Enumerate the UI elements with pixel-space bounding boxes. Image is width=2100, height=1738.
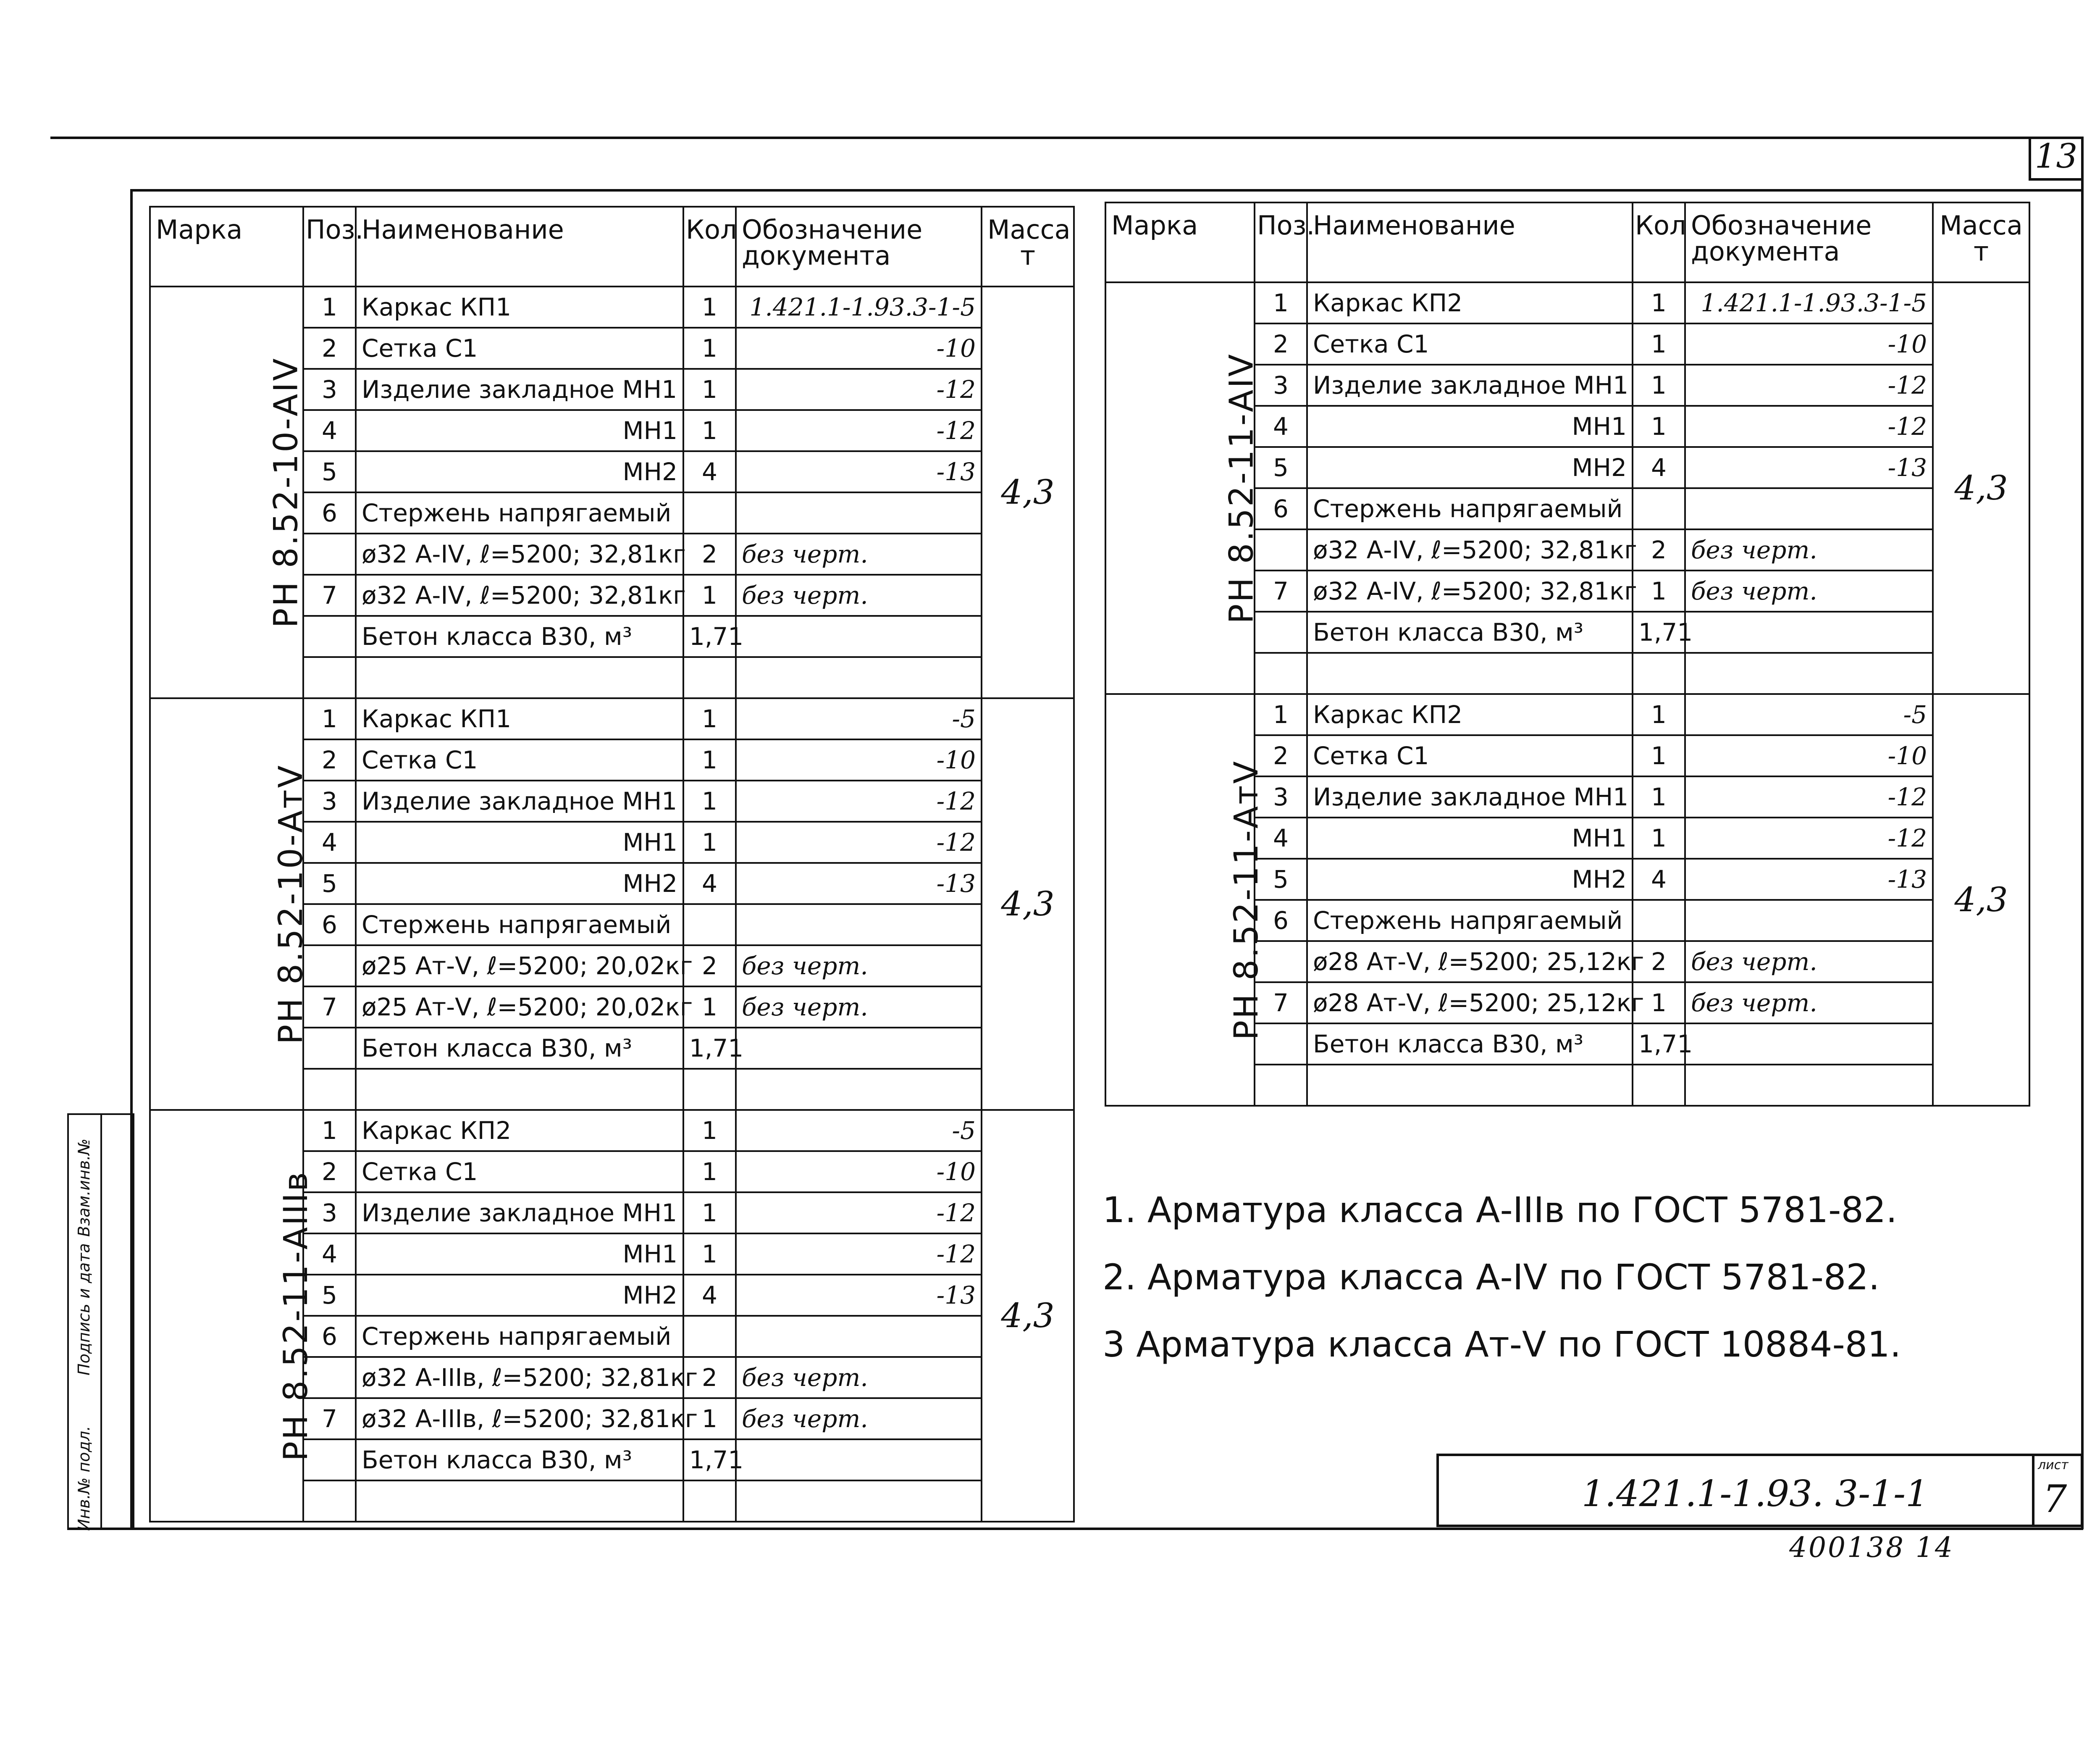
mark-cell	[150, 698, 310, 1110]
document-cell: -12	[736, 822, 982, 863]
quantity-cell	[1633, 653, 1685, 694]
quantity-cell: 2	[683, 945, 736, 986]
document-cell	[1685, 612, 1933, 653]
header-kol: Кол	[683, 207, 736, 287]
position-cell: 5	[303, 1275, 356, 1316]
document-cell	[1685, 653, 1933, 694]
mark-cell	[150, 1110, 315, 1522]
document-cell: без черт.	[736, 534, 982, 575]
mass-cell: 4,3	[982, 698, 1074, 1110]
header-mass: Масса т	[982, 207, 1074, 287]
name-cell: МН2	[356, 451, 683, 492]
top-border-line	[50, 137, 2083, 139]
left-spec-table	[149, 206, 1075, 1522]
header-name: Наименование	[356, 207, 683, 287]
mark-label: РН 8.52-11-АIIIв	[277, 1170, 315, 1462]
document-cell: -12	[1685, 365, 1933, 406]
position-cell: 1	[1255, 282, 1307, 323]
name-cell: Бетон класса В30, м³	[356, 616, 683, 657]
note-1: 1. Арматура класса А-IIIв по ГОСТ 5781-82.	[1102, 1189, 1898, 1231]
quantity-cell	[1633, 1065, 1685, 1106]
quantity-cell	[683, 657, 736, 698]
document-cell: -10	[1685, 735, 1933, 776]
document-cell	[736, 657, 982, 698]
name-cell: Сетка С1	[1307, 323, 1633, 365]
mark-label: РН 8.52-11-АтV	[1227, 760, 1265, 1040]
quantity-cell: 1	[683, 1233, 736, 1275]
name-cell: ø32 А-IV, ℓ=5200; 32,81кг	[356, 534, 683, 575]
frame-top-line	[130, 189, 2083, 192]
name-cell: Каркас КП2	[1307, 694, 1633, 735]
document-cell: без черт.	[1685, 941, 1933, 982]
sheet-number: 7	[2043, 1477, 2067, 1521]
header-doc: Обозначение документа	[736, 207, 982, 287]
quantity-cell: 1,71	[1633, 1023, 1685, 1065]
position-cell: 5	[303, 863, 356, 904]
title-block	[1436, 1454, 2083, 1527]
name-cell: МН2	[1307, 859, 1633, 900]
name-cell: Стержень напрягаемый	[356, 1316, 683, 1357]
document-cell: без черт.	[736, 945, 982, 986]
document-code: 1.421.1-1.93. 3-1-1	[1582, 1473, 1929, 1515]
name-cell: ø32 А-IV, ℓ=5200; 32,81кг	[1307, 571, 1633, 612]
document-cell	[736, 1480, 982, 1522]
document-cell: -13	[736, 1275, 982, 1316]
mark-cell	[150, 287, 303, 698]
quantity-cell: 1	[1633, 406, 1685, 447]
document-cell: -12	[1685, 818, 1933, 859]
position-cell	[303, 945, 356, 986]
position-cell	[303, 534, 356, 575]
quantity-cell: 4	[683, 451, 736, 492]
name-cell: МН2	[356, 863, 683, 904]
name-cell: МН2	[1307, 447, 1633, 488]
header-marka: Марка	[150, 207, 303, 287]
document-cell: без черт.	[1685, 571, 1933, 612]
name-cell: Стержень напрягаемый	[356, 492, 683, 534]
name-cell	[356, 657, 683, 698]
quantity-cell: 1	[683, 369, 736, 410]
name-cell: ø32 А-IIIв, ℓ=5200; 32,81кг	[356, 1357, 683, 1398]
quantity-cell	[1633, 900, 1685, 941]
name-cell: МН1	[356, 1233, 683, 1275]
table-row	[150, 287, 1074, 328]
name-cell: ø28 Ат-V, ℓ=5200; 25,12кг	[1307, 982, 1633, 1023]
name-cell: Изделие закладное МН1	[356, 369, 683, 410]
quantity-cell: 1,71	[683, 616, 736, 657]
quantity-cell: 1	[1633, 282, 1685, 323]
header-kol: Кол	[1633, 202, 1685, 282]
position-cell: 4	[1255, 406, 1307, 447]
quantity-cell: 1	[683, 575, 736, 616]
header-pos: Поз.	[1255, 202, 1307, 282]
document-cell	[1685, 1023, 1933, 1065]
name-cell: ø25 Ат-V, ℓ=5200; 20,02кг	[356, 986, 683, 1028]
quantity-cell: 1	[683, 739, 736, 781]
right-header-row	[1105, 202, 2029, 282]
document-cell: -10	[736, 328, 982, 369]
sheet-cell	[2032, 1456, 2081, 1525]
quantity-cell: 1	[683, 822, 736, 863]
document-cell: без черт.	[736, 1398, 982, 1439]
quantity-cell: 1,71	[1633, 612, 1685, 653]
position-cell: 4	[303, 1233, 356, 1275]
name-cell: Стержень напрягаемый	[356, 904, 683, 945]
mark-cell	[1105, 282, 1261, 694]
archive-code: 400138 14	[1789, 1531, 1954, 1564]
quantity-cell: 1	[683, 1192, 736, 1233]
stamp-replace-inv: Взам.инв.№	[75, 1139, 93, 1237]
document-cell: -12	[736, 410, 982, 451]
document-cell: -12	[736, 1192, 982, 1233]
document-cell: -13	[736, 863, 982, 904]
header-pos: Поз.	[303, 207, 356, 287]
note-3: 3 Арматура класса Ат-V по ГОСТ 10884-81.	[1102, 1324, 1901, 1365]
document-cell: -5	[1685, 694, 1933, 735]
position-cell: 5	[303, 451, 356, 492]
quantity-cell: 1	[683, 986, 736, 1028]
page-number: 13	[2029, 137, 2081, 181]
mark-label: РН 8.52-11-АIV	[1223, 352, 1261, 624]
position-cell: 7	[1255, 982, 1307, 1023]
quantity-cell: 1	[683, 410, 736, 451]
name-cell: Изделие закладное МН1	[356, 781, 683, 822]
left-header-row	[150, 207, 1074, 287]
name-cell: Изделие закладное МН1	[1307, 776, 1633, 818]
name-cell: МН1	[1307, 818, 1633, 859]
position-cell	[303, 657, 356, 698]
quantity-cell: 1	[683, 328, 736, 369]
quantity-cell: 1,71	[683, 1439, 736, 1480]
position-cell: 5	[1255, 447, 1307, 488]
document-cell: -12	[736, 369, 982, 410]
position-cell: 5	[1255, 859, 1307, 900]
position-cell	[303, 1028, 356, 1069]
quantity-cell: 1	[683, 698, 736, 739]
header-marka: Марка	[1105, 202, 1255, 282]
table-row	[150, 1110, 1074, 1151]
position-cell: 6	[303, 1316, 356, 1357]
name-cell: Бетон класса В30, м³	[356, 1439, 683, 1480]
quantity-cell: 4	[1633, 859, 1685, 900]
mass-cell: 4,3	[982, 1110, 1074, 1522]
position-cell: 7	[303, 1398, 356, 1439]
position-cell: 3	[303, 1192, 356, 1233]
document-cell	[736, 1028, 982, 1069]
position-cell: 1	[1255, 694, 1307, 735]
name-cell: МН1	[356, 410, 683, 451]
quantity-cell: 4	[683, 1275, 736, 1316]
name-cell: Сетка С1	[356, 1151, 683, 1192]
name-cell: Изделие закладное МН1	[1307, 365, 1633, 406]
position-cell: 7	[1255, 571, 1307, 612]
mass-cell: 4,3	[982, 287, 1074, 698]
header-name: Наименование	[1307, 202, 1633, 282]
mark-cell	[1105, 694, 1265, 1106]
name-cell: Каркас КП1	[356, 698, 683, 739]
table-row	[1105, 694, 2029, 735]
name-cell	[356, 1480, 683, 1522]
position-cell: 7	[303, 986, 356, 1028]
quantity-cell	[683, 1069, 736, 1110]
document-cell: без черт.	[736, 986, 982, 1028]
position-cell	[303, 1069, 356, 1110]
document-cell: без черт.	[736, 575, 982, 616]
position-cell: 2	[303, 1151, 356, 1192]
quantity-cell: 2	[1633, 941, 1685, 982]
stamp-inv-number: Инв.№ подл.	[75, 1425, 93, 1531]
header-doc: Обозначение документа	[1685, 202, 1933, 282]
stamp-signature-date: Подпись и дата	[75, 1243, 93, 1375]
quantity-cell	[683, 904, 736, 945]
document-cell: -5	[736, 698, 982, 739]
name-cell	[356, 1069, 683, 1110]
position-cell: 2	[303, 328, 356, 369]
position-cell: 6	[1255, 900, 1307, 941]
document-cell: без черт.	[1685, 529, 1933, 571]
name-cell: Изделие закладное МН1	[356, 1192, 683, 1233]
name-cell: Каркас КП1	[356, 287, 683, 328]
quantity-cell	[683, 1316, 736, 1357]
position-cell: 6	[1255, 488, 1307, 529]
position-cell: 1	[303, 698, 356, 739]
document-cell: -12	[736, 1233, 982, 1275]
position-cell: 6	[303, 904, 356, 945]
document-cell: -13	[1685, 859, 1933, 900]
document-cell	[736, 1069, 982, 1110]
name-cell	[1307, 653, 1633, 694]
name-cell: Каркас КП2	[1307, 282, 1633, 323]
mass-cell: 4,3	[1933, 282, 2029, 694]
name-cell: Сетка С1	[356, 328, 683, 369]
position-cell: 3	[1255, 776, 1307, 818]
quantity-cell: 1	[1633, 818, 1685, 859]
document-cell: -12	[736, 781, 982, 822]
position-cell: 2	[1255, 323, 1307, 365]
quantity-cell: 1	[1633, 776, 1685, 818]
mark-label: РН 8.52-10-АтV	[272, 764, 310, 1044]
quantity-cell: 4	[1633, 447, 1685, 488]
position-cell: 6	[303, 492, 356, 534]
name-cell: Стержень напрягаемый	[1307, 488, 1633, 529]
document-cell	[736, 492, 982, 534]
position-cell: 4	[1255, 818, 1307, 859]
position-cell	[1255, 653, 1307, 694]
document-cell	[736, 616, 982, 657]
right-spec-table	[1105, 202, 2030, 1107]
position-cell	[1255, 529, 1307, 571]
header-mass: Масса т	[1933, 202, 2029, 282]
name-cell: ø32 А-IV, ℓ=5200; 32,81кг	[1307, 529, 1633, 571]
quantity-cell: 2	[683, 534, 736, 575]
document-cell	[1685, 900, 1933, 941]
quantity-cell: 1	[1633, 323, 1685, 365]
notes-block	[1102, 1176, 1901, 1378]
sheet-label: лист	[2038, 1458, 2068, 1472]
name-cell: ø28 Ат-V, ℓ=5200; 25,12кг	[1307, 941, 1633, 982]
quantity-cell	[683, 492, 736, 534]
position-cell: 1	[303, 287, 356, 328]
quantity-cell: 4	[683, 863, 736, 904]
document-cell	[736, 904, 982, 945]
name-cell: МН2	[356, 1275, 683, 1316]
name-cell: Бетон класса В30, м³	[356, 1028, 683, 1069]
name-cell	[1307, 1065, 1633, 1106]
quantity-cell: 1	[683, 781, 736, 822]
name-cell: Сетка С1	[356, 739, 683, 781]
document-cell: -5	[736, 1110, 982, 1151]
quantity-cell: 1	[1633, 735, 1685, 776]
name-cell: МН1	[356, 822, 683, 863]
position-cell: 7	[303, 575, 356, 616]
position-cell	[1255, 1065, 1307, 1106]
position-cell: 3	[303, 369, 356, 410]
name-cell: Каркас КП2	[356, 1110, 683, 1151]
quantity-cell: 1	[683, 1151, 736, 1192]
document-cell: 1.421.1-1.93.3-1-5	[736, 287, 982, 328]
document-cell: 1.421.1-1.93.3-1-5	[1685, 282, 1933, 323]
document-cell: без черт.	[736, 1357, 982, 1398]
quantity-cell: 1	[1633, 571, 1685, 612]
quantity-cell: 1	[683, 1110, 736, 1151]
position-cell: 3	[1255, 365, 1307, 406]
name-cell: Бетон класса В30, м³	[1307, 1023, 1633, 1065]
quantity-cell	[683, 1480, 736, 1522]
table-row	[150, 698, 1074, 739]
document-cell	[736, 1439, 982, 1480]
mark-label: РН 8.52-10-АIV	[267, 357, 305, 628]
mass-cell: 4,3	[1933, 694, 2029, 1106]
quantity-cell: 2	[1633, 529, 1685, 571]
document-cell: -13	[1685, 447, 1933, 488]
name-cell: Стержень напрягаемый	[1307, 900, 1633, 941]
position-cell: 4	[303, 822, 356, 863]
position-cell	[1255, 612, 1307, 653]
position-cell	[303, 616, 356, 657]
document-cell	[1685, 488, 1933, 529]
document-cell: -12	[1685, 406, 1933, 447]
position-cell: 1	[303, 1110, 356, 1151]
note-2: 2. Арматура класса А-IV по ГОСТ 5781-82.	[1102, 1257, 1880, 1298]
position-cell: 3	[303, 781, 356, 822]
name-cell: Бетон класса В30, м³	[1307, 612, 1633, 653]
side-stamp	[67, 1113, 134, 1529]
table-row	[1105, 282, 2029, 323]
quantity-cell: 1,71	[683, 1028, 736, 1069]
position-cell	[303, 1480, 356, 1522]
quantity-cell: 1	[1633, 982, 1685, 1023]
document-cell	[736, 1316, 982, 1357]
position-cell: 2	[303, 739, 356, 781]
name-cell: МН1	[1307, 406, 1633, 447]
name-cell: ø32 А-IIIв, ℓ=5200; 32,81кг	[356, 1398, 683, 1439]
frame-right-line	[2081, 137, 2084, 1529]
quantity-cell	[1633, 488, 1685, 529]
document-cell: -10	[1685, 323, 1933, 365]
name-cell: Сетка С1	[1307, 735, 1633, 776]
document-cell: -10	[736, 1151, 982, 1192]
document-cell	[1685, 1065, 1933, 1106]
quantity-cell: 1	[1633, 694, 1685, 735]
quantity-cell: 1	[1633, 365, 1685, 406]
document-cell: без черт.	[1685, 982, 1933, 1023]
quantity-cell: 2	[683, 1357, 736, 1398]
name-cell: ø32 А-IV, ℓ=5200; 32,81кг	[356, 575, 683, 616]
document-cell: -10	[736, 739, 982, 781]
name-cell: ø25 Ат-V, ℓ=5200; 20,02кг	[356, 945, 683, 986]
quantity-cell: 1	[683, 287, 736, 328]
frame-bottom-line	[67, 1528, 2083, 1530]
document-cell: -12	[1685, 776, 1933, 818]
document-cell: -13	[736, 451, 982, 492]
position-cell: 4	[303, 410, 356, 451]
position-cell: 2	[1255, 735, 1307, 776]
quantity-cell: 1	[683, 1398, 736, 1439]
